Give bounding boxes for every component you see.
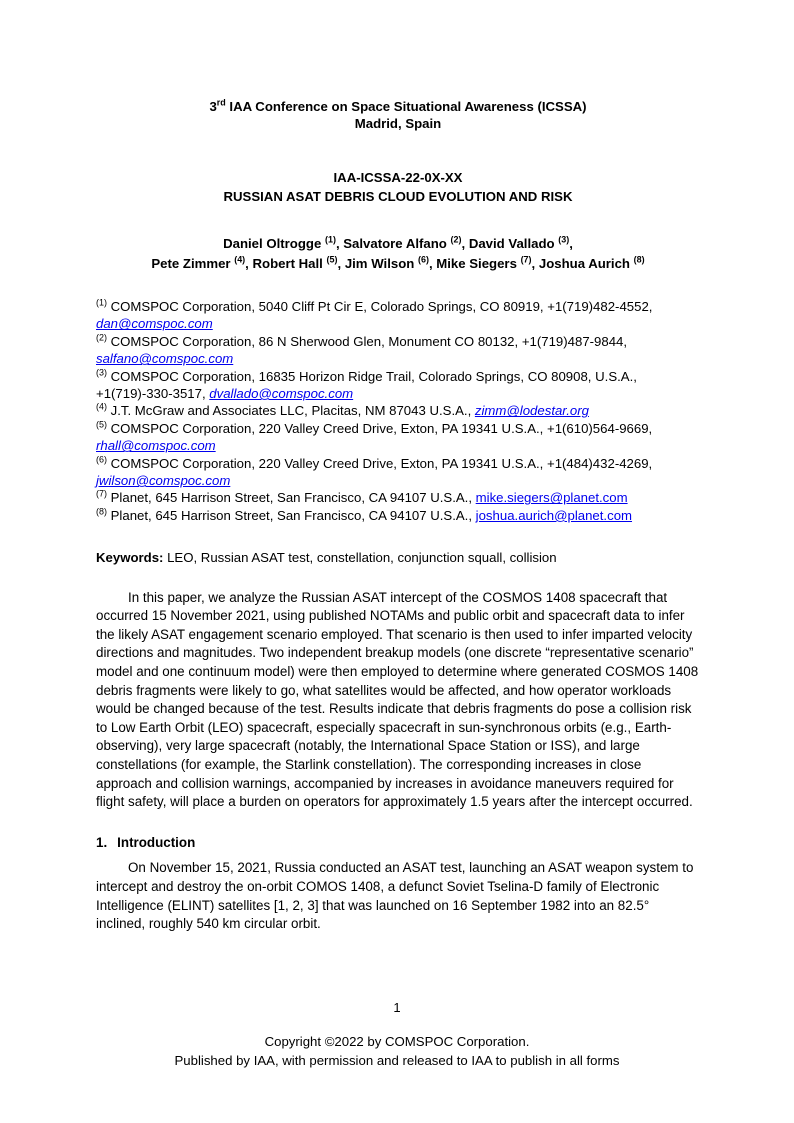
author-name: Salvatore Alfano [343, 236, 451, 251]
affiliation-address: COMSPOC Corporation, 86 N Sherwood Glen, Monument CO 80132, +1(719)487-9844, [106, 333, 628, 349]
conference-location: Madrid, Spain [354, 116, 442, 131]
keywords-value: LEO, Russian ASAT test, constellation, conjunction squall, collision [163, 550, 557, 566]
author-line-2: Pete Zimmer $^{(4)}$, Robert Hall $^{(5)}$, Jim Wilson $^{(6)}$, Mike Siegers $^{(7)}$, Joshua Aurich $^{(8)}$ [151, 254, 645, 271]
published-line: Published by IAA, with permission and released to IAA to publish in all forms [174, 1053, 620, 1068]
author-affiliation-marker: (4) [234, 254, 246, 265]
keywords-label: Keywords: [96, 550, 164, 566]
section-title: Introduction [117, 834, 196, 850]
author-name: Jim Wilson [344, 256, 418, 271]
section-number: 1. [96, 834, 108, 850]
author-line-1: Daniel Oltrogge $^{(1)}$, Salvatore Alfano $^{(2)}$, David Vallado $^{(3)}$, [223, 234, 573, 251]
affiliation-entry [96, 507, 700, 524]
author-name: Mike Siegers [436, 256, 521, 271]
affiliation-marker: (8) [96, 506, 107, 517]
affiliation-entry [96, 298, 700, 333]
affiliation-marker: (7) [96, 489, 107, 500]
affiliation-address: COMSPOC Corporation, 220 Valley Creed Drive, Exton, PA 19341 U.S.A., +1(610)564-9669, [106, 420, 653, 436]
author-name: David Vallado [468, 236, 559, 251]
keywords [96, 549, 700, 566]
page-content [96, 0, 700, 934]
affiliation-address: J.T. McGraw and Associates LLC, Placitas, NM 87043 U.S.A., [106, 403, 475, 419]
affiliation-email-link[interactable]: dan@comspoc.com [96, 316, 213, 332]
affiliation-email-link[interactable]: mike.siegers@planet.com [475, 490, 628, 506]
affiliation-email-link[interactable]: jwilson@comspoc.com [96, 473, 231, 489]
affiliation-entry [96, 333, 700, 368]
affiliation-email-link[interactable]: zimm@lodestar.org [474, 403, 589, 419]
paper-id: IAA-ICSSA-22-0X-XX [333, 170, 463, 185]
introduction-paragraph: On November 15, 2021, Russia conducted an ASAT test, launching an ASAT weapon system to intercept and destroy the on-orbit COMOS 1408, a defunct Soviet Tselina-D family of Electronic Intelligence (ELINT) satellites [1, 2, 3] that was launched on 16 September 1982 into an 82.5° inclined, roughly 540 km circular orbit. [96, 860, 694, 932]
affiliation-marker: (2) [96, 332, 107, 343]
affiliation-address: Planet, 645 Harrison Street, San Francisco, CA 94107 U.S.A., [106, 490, 476, 506]
affiliation-address: COMSPOC Corporation, 16835 Horizon Ridge Trail, Colorado Springs, CO 80908, U.S.A., +1(719)-330-3517, [96, 368, 637, 402]
author-name: Pete Zimmer [151, 256, 235, 271]
section-heading-introduction [96, 834, 700, 853]
author-affiliation-marker: (5) [326, 254, 338, 265]
page-number: 1 [393, 1000, 401, 1015]
author-name: Joshua Aurich [538, 256, 634, 271]
author-affiliation-marker: (8) [633, 254, 645, 265]
affiliation-email-link[interactable]: salfano@comspoc.com [96, 351, 234, 367]
affiliation-marker: (1) [96, 297, 107, 308]
affiliation-email-link[interactable]: dvallado@comspoc.com [209, 386, 354, 402]
paper-title-block [96, 168, 700, 206]
page-title: RUSSIAN ASAT DEBRIS CLOUD EVOLUTION AND RISK [223, 189, 573, 204]
conference-name-line [96, 98, 700, 115]
author-affiliation-marker: (7) [520, 254, 532, 265]
conference-name: IAA Conference on Space Situational Awareness (ICSSA) [225, 99, 587, 114]
affiliation-email-link[interactable]: joshua.aurich@planet.com [475, 507, 633, 523]
affiliation-list [96, 298, 700, 524]
affiliation-marker: (6) [96, 454, 107, 465]
affiliation-address: Planet, 645 Harrison Street, San Francisco, CA 94107 U.S.A., [106, 507, 476, 523]
affiliation-entry [96, 455, 700, 490]
affiliation-entry [96, 489, 700, 506]
affiliation-entry [96, 368, 700, 403]
affiliation-marker: (4) [96, 402, 107, 413]
conference-header [96, 98, 700, 132]
abstract-paragraph: In this paper, we analyze the Russian ASAT intercept of the COSMOS 1408 spacecraft that occurred 15 November 2021, using published NOTAMs and public orbit and spacecraft data to infer the likely ASAT engagement scenario employed. That scenario is then used to infer imparted velocity directions and magnitudes. Two independent breakup models (one discrete “representative scenario” model and one continuum model) were then employed to determine where generated COSMOS 1408 debris fragments were likely to go, what satellites would be affected, and how operator workloads would be changed because of the test. Results indicate that debris fragments do pose a collision risk to Low Earth Orbit (LEO) spacecraft, especially spacecraft in sun-synchronous orbits (e.g., Earth-observing), very large spacecraft (notably, the International Space Station or ISS), and large constellations (for example, the Starlink constellation). The corresponding increases in close approach and collision warnings, accompanied by increases in avoidance maneuvers required for flight safety, will place a burden on operators for approximately 1.5 years after the intercept occurred. [96, 589, 699, 810]
conference-ordinal-suffix: rd [216, 97, 226, 108]
affiliation-marker: (3) [96, 367, 107, 378]
footer-note [0, 1032, 794, 1070]
affiliation-email-link[interactable]: rhall@comspoc.com [96, 438, 216, 454]
author-affiliation-marker: (1) [324, 234, 336, 245]
conference-ordinal: 3 [209, 99, 217, 114]
affiliation-entry [96, 420, 700, 455]
author-name: Daniel Oltrogge [223, 236, 325, 251]
author-affiliation-marker: (2) [450, 234, 462, 245]
author-list [96, 234, 700, 274]
affiliation-address: COMSPOC Corporation, 220 Valley Creed Drive, Exton, PA 19341 U.S.A., +1(484)432-4269, [106, 455, 653, 471]
affiliation-marker: (5) [96, 419, 107, 430]
affiliation-entry [96, 402, 700, 419]
author-affiliation-marker: (3) [558, 234, 570, 245]
affiliation-address: COMSPOC Corporation, 5040 Cliff Pt Cir E, Colorado Springs, CO 80919, +1(719)482-4552, [106, 299, 653, 314]
copyright-line: Copyright ©2022 by COMSPOC Corporation. [264, 1034, 530, 1049]
author-name: Robert Hall [252, 256, 327, 271]
author-affiliation-marker: (6) [417, 254, 429, 265]
